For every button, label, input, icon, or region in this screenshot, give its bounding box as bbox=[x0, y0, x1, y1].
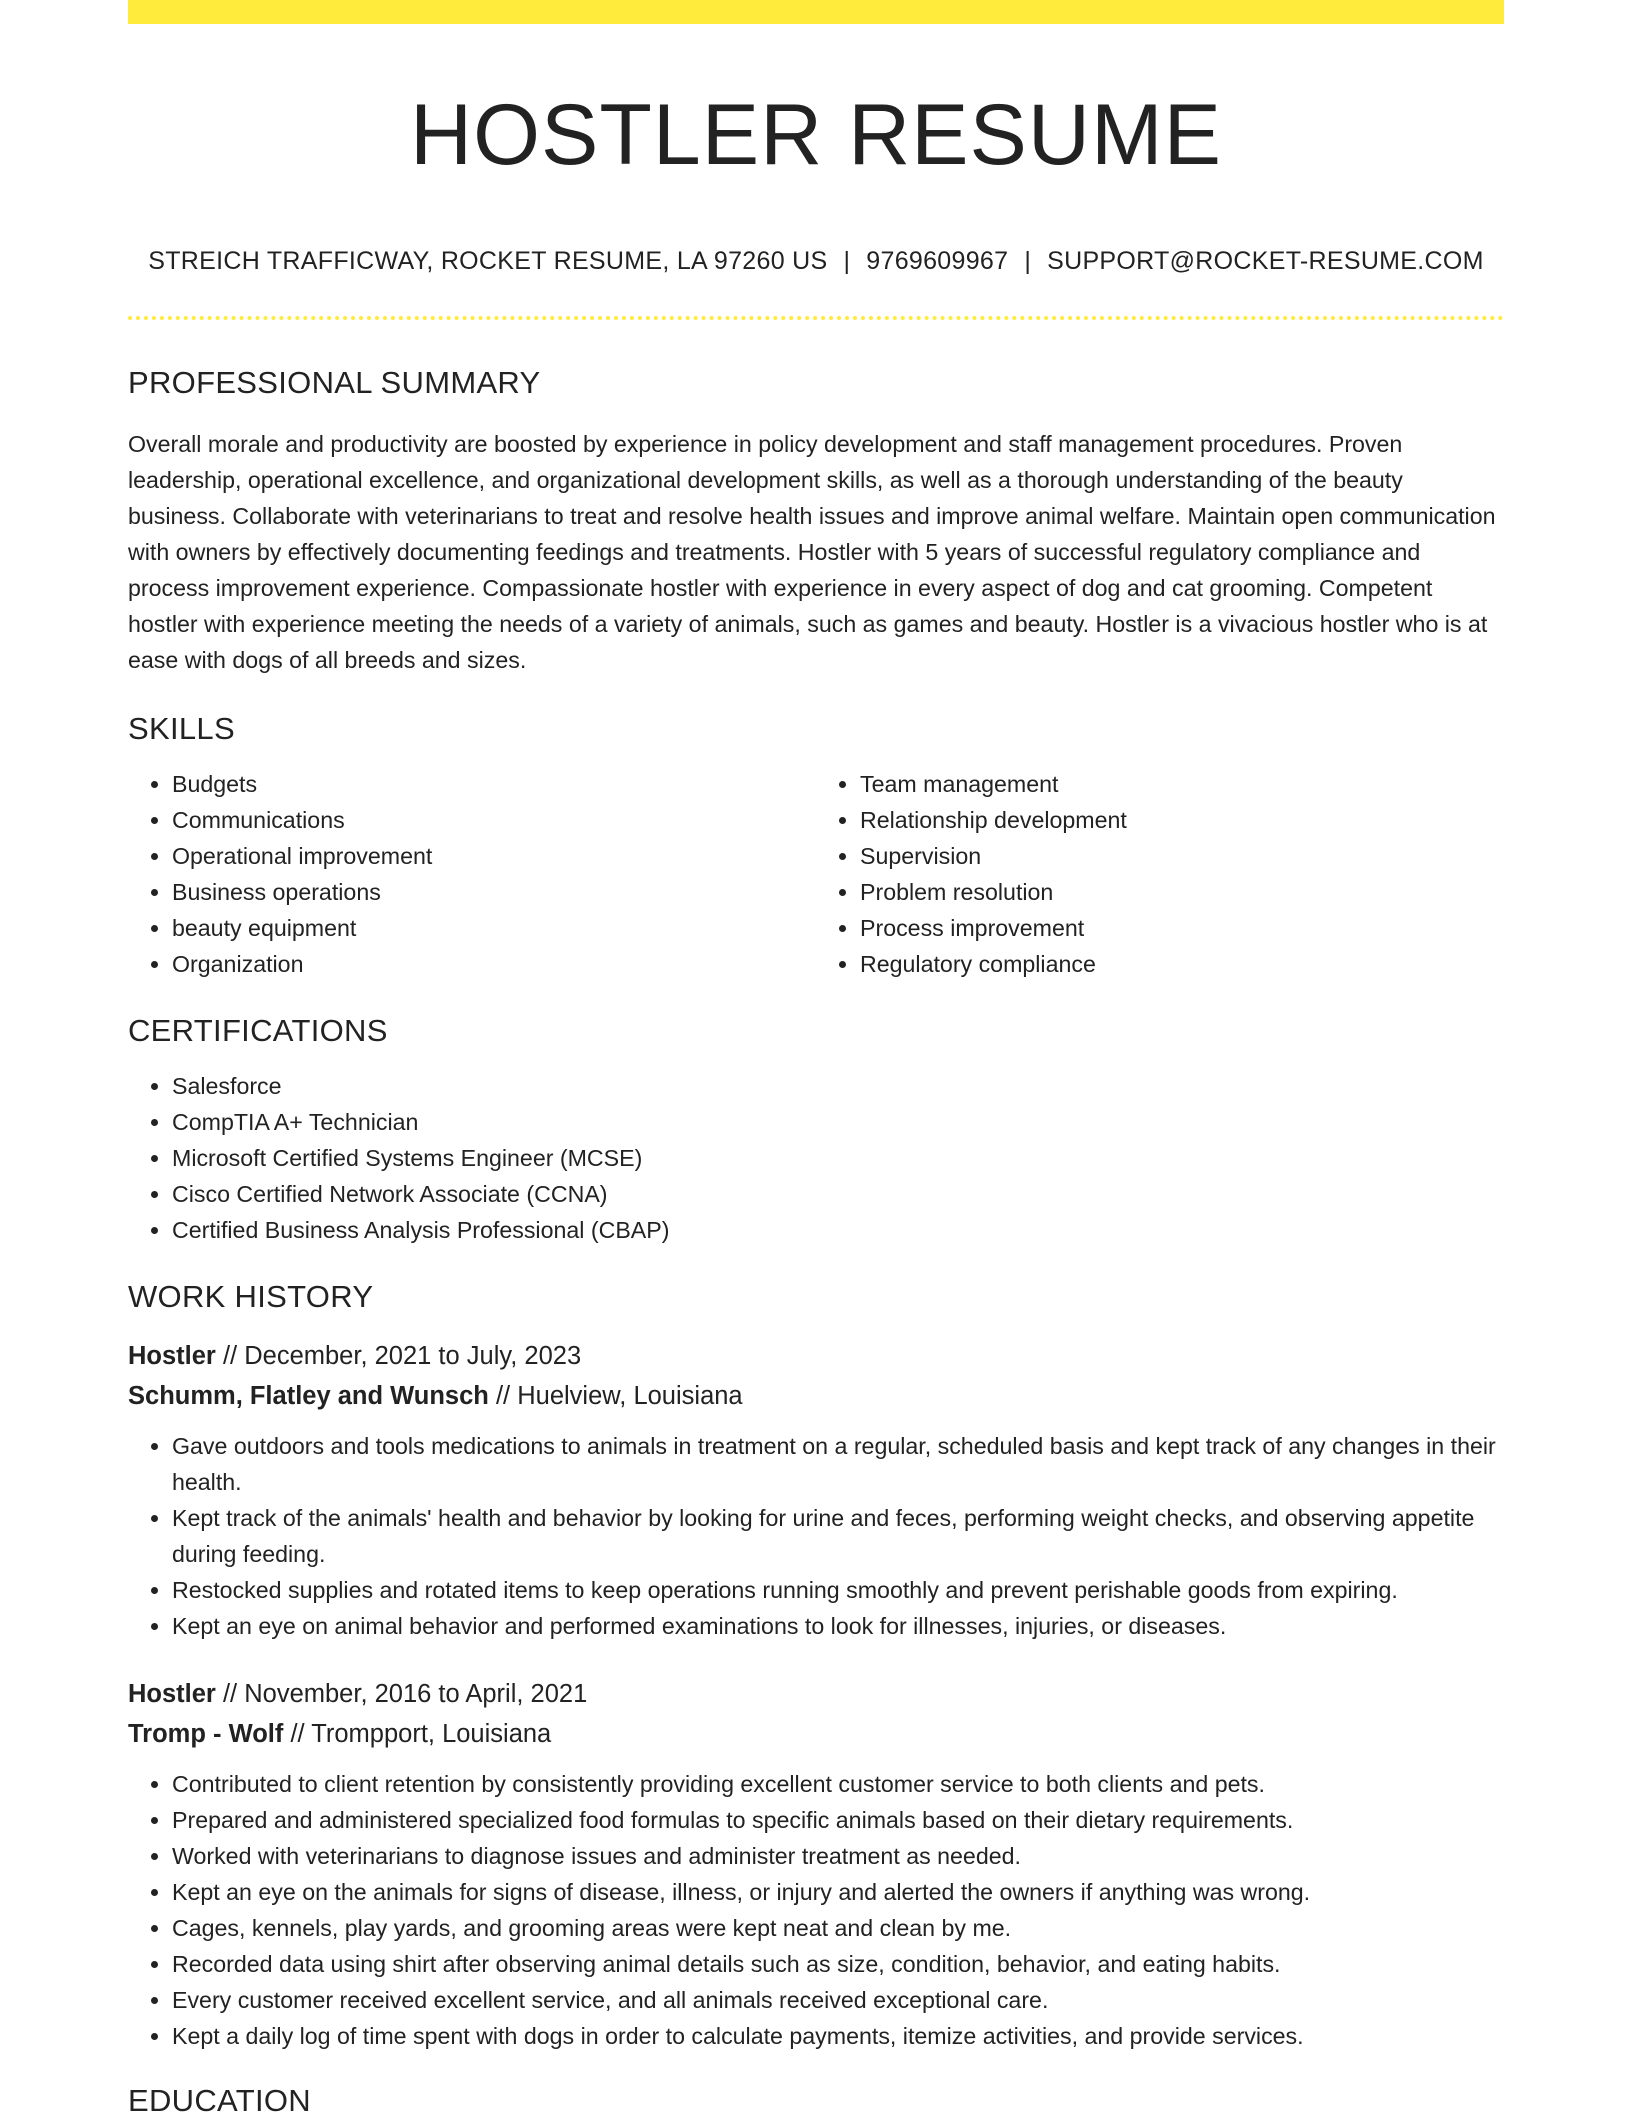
skill-item: • Organization bbox=[172, 946, 816, 982]
certifications-list bbox=[128, 1068, 1504, 1248]
skill-item: • Supervision bbox=[860, 838, 1504, 874]
job-location: Huelview, Louisiana bbox=[517, 1382, 743, 1410]
skill-item: • Operational improvement bbox=[172, 838, 816, 874]
job-separator: // bbox=[222, 1680, 238, 1708]
contact-separator: | bbox=[843, 247, 851, 275]
job-bullet: • Recorded data using shirt after observing animal details such as size, condition, behavior, and eating habits. bbox=[172, 1946, 1504, 1982]
resume-page bbox=[128, 0, 1504, 2120]
contact-separator: | bbox=[1024, 247, 1032, 275]
job-bullet: • Kept track of the animals' health and behavior by looking for urine and feces, performing weight checks, and observing appetite during feeding. bbox=[172, 1500, 1504, 1572]
job-title-line bbox=[128, 1674, 1504, 1714]
job-bullet: • Gave outdoors and tools medications to animals in treatment on a regular, scheduled basis and kept track of any changes in their health. bbox=[172, 1428, 1504, 1500]
certifications-heading: CERTIFICATIONS bbox=[128, 1013, 388, 1048]
skill-item: • Regulatory compliance bbox=[860, 946, 1504, 982]
job-bullet: • Every customer received excellent service, and all animals received exceptional care. bbox=[172, 1982, 1504, 2018]
certification-item: • Microsoft Certified Systems Engineer (MCSE) bbox=[172, 1140, 1504, 1176]
top-accent-bar bbox=[128, 0, 1504, 24]
skills-columns bbox=[128, 766, 1504, 982]
skill-item: • Business operations bbox=[172, 874, 816, 910]
job-bullet: • Restocked supplies and rotated items to keep operations running smoothly and prevent perishable goods from expiring. bbox=[172, 1572, 1504, 1608]
skill-item: • Relationship development bbox=[860, 802, 1504, 838]
skill-item: • beauty equipment bbox=[172, 910, 816, 946]
skill-item: • Problem resolution bbox=[860, 874, 1504, 910]
contact-email: SUPPORT@ROCKET-RESUME.COM bbox=[1047, 247, 1484, 275]
summary-text: Overall morale and productivity are boosted by experience in policy development and staff management procedures. Proven leadership, operational excellence, and organizational development skills, as well as a thorough understanding of the beauty business. Collaborate with veterinarians to treat and resolve health issues and improve animal welfare. Maintain open communication with owners by effectively documenting feedings and treatments. Hostler with 5 years of successful regulatory compliance and process improvement experience. Compassionate hostler with experience in every aspect of dog and cat grooming. Competent hostler with experience meeting the needs of a variety of animals, such as games and beauty. Hostler is a vivacious hostler who is at ease with dogs of all breeds and sizes. bbox=[128, 431, 1496, 673]
job-bullet: • Contributed to client retention by consistently providing excellent customer service to both clients and pets. bbox=[172, 1766, 1504, 1802]
job-location: Trompport, Louisiana bbox=[311, 1720, 552, 1748]
contact-address: STREICH TRAFFICWAY, ROCKET RESUME, LA 97260 US bbox=[148, 247, 828, 275]
job-bullet: • Cages, kennels, play yards, and grooming areas were kept neat and clean by me. bbox=[172, 1910, 1504, 1946]
job-separator: // bbox=[290, 1720, 305, 1748]
job-title: Hostler bbox=[128, 1680, 216, 1708]
job-entry bbox=[128, 1674, 1504, 2054]
certification-item: • CompTIA A+ Technician bbox=[172, 1104, 1504, 1140]
job-separator: // bbox=[222, 1342, 238, 1370]
job-company-line bbox=[128, 1714, 1504, 1754]
education-heading: EDUCATION bbox=[128, 2083, 311, 2118]
work-history-heading: WORK HISTORY bbox=[128, 1279, 374, 1314]
skills-right-list bbox=[816, 766, 1504, 982]
certification-item: • Salesforce bbox=[172, 1068, 1504, 1104]
job-company: Tromp - Wolf bbox=[128, 1720, 284, 1748]
job-title-line bbox=[128, 1336, 1504, 1376]
certification-item: • Cisco Certified Network Associate (CCNA) bbox=[172, 1176, 1504, 1212]
job-bullet: • Kept an eye on the animals for signs of disease, illness, or injury and alerted the owners if anything was wrong. bbox=[172, 1874, 1504, 1910]
skill-item: • Budgets bbox=[172, 766, 816, 802]
skills-left-list bbox=[128, 766, 816, 982]
job-title: Hostler bbox=[128, 1342, 216, 1370]
job-bullet: • Prepared and administered specialized food formulas to specific animals based on their dietary requirements. bbox=[172, 1802, 1504, 1838]
skill-item: • Team management bbox=[860, 766, 1504, 802]
job-separator: // bbox=[495, 1382, 511, 1410]
job-entry bbox=[128, 1336, 1504, 1644]
job-bullets bbox=[128, 1428, 1504, 1644]
skills-heading: SKILLS bbox=[128, 711, 235, 746]
job-bullet: • Worked with veterinarians to diagnose issues and administer treatment as needed. bbox=[172, 1838, 1504, 1874]
contact-phone: 9769609967 bbox=[866, 247, 1009, 275]
job-bullet: • Kept an eye on animal behavior and performed examinations to look for illnesses, injuries, or diseases. bbox=[172, 1608, 1504, 1644]
job-company: Schumm, Flatley and Wunsch bbox=[128, 1382, 489, 1410]
job-bullets bbox=[128, 1766, 1504, 2054]
job-bullet: • Kept a daily log of time spent with dogs in order to calculate payments, itemize activities, and provide services. bbox=[172, 2018, 1504, 2054]
skill-item: • Process improvement bbox=[860, 910, 1504, 946]
job-company-line bbox=[128, 1376, 1504, 1416]
summary-heading: PROFESSIONAL SUMMARY bbox=[128, 365, 541, 400]
job-dates: December, 2021 to July, 2023 bbox=[244, 1342, 582, 1370]
certification-item: • Certified Business Analysis Professional (CBAP) bbox=[172, 1212, 1504, 1248]
job-dates: November, 2016 to April, 2021 bbox=[244, 1680, 588, 1708]
skill-item: • Communications bbox=[172, 802, 816, 838]
resume-title: HOSTLER RESUME bbox=[409, 87, 1223, 183]
contact-line bbox=[128, 246, 1504, 276]
dotted-divider bbox=[128, 316, 1504, 320]
